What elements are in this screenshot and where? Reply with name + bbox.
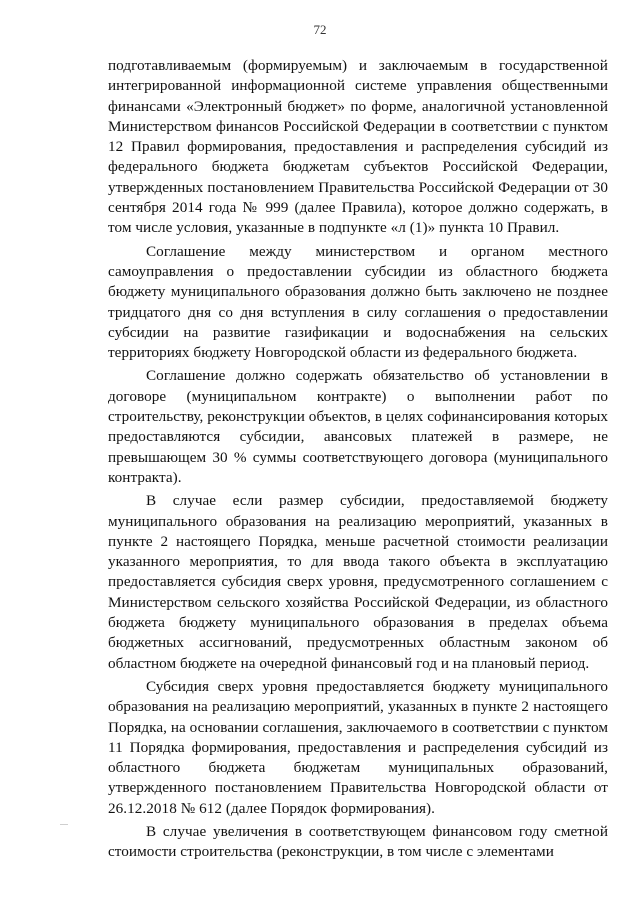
paragraph-continuation: подготавливаемым (формируемым) и заключаемым в государственной интегрированной информационной системе управления общественными финансами «Электронный бюджет» по форме, аналогичной установленной Министерством финансов Российской Федерации в соответствии с пунктом 12 Правил формирования, предоставления и распределения субсидий из федерального бюджета бюджетам субъектов Российской Федерации, утвержденных постановлением Правительства Российской Федерации от 30 сентября 2014 года № 999 (далее Правила), которое должно содержать, в том числе условия, указанные в подпункте «л (1)» пункта 10 Правил.	[108, 57, 608, 237]
paragraph-subsidy-over-level: Субсидия сверх уровня предоставляется бюджету муниципального образования на реализацию мероприятий, указанных в пункте 2 настоящего Порядка, на основании соглашения, заключаемого в соответствии с пунктом 11 Порядка формирования, предоставления и распределения субсидий из областного бюджета бюджетам муниципальных образований, утвержденного постановлением Правительства Новгородской области от 26.12.2018 № 612 (далее Порядок формирования).	[108, 677, 608, 817]
paragraph-subsidy-shortfall: В случае если размер субсидии, предоставляемой бюджету муниципального образования на реализацию мероприятий, указанных в пункте 2 настоящего Порядка, меньше расчетной стоимости реализации указанного мероприятия, то для ввода такого объекта в эксплуатацию предоставляется субсидия сверх уровня, предусмотренного соглашением с Министерством сельского хозяйства Российской Федерации, из областного бюджета бюджету муниципального образования в пределах объема бюджетных ассигнований, предусмотренных областным законом об областном бюджете на очередной финансовый год и на плановый период.	[108, 492, 608, 672]
paragraph-cost-increase: В случае увеличения в соответствующем финансовом году сметной стоимости строительства (реконструкции, в том числе с элементами	[108, 822, 608, 861]
page-number: 72	[313, 22, 327, 37]
document-body	[108, 56, 608, 863]
paragraph-advance-payments: Соглашение должно содержать обязательство об установлении в договоре (муниципальном контракте) о выполнении работ по строительству, реконструкции объектов, в целях софинансирования которых предоставляются субсидии, авансовых платежей в размере, не превышающем 30 % суммы соответствующего договора (муниципального контракта).	[108, 367, 608, 486]
paragraph-agreement-deadline: Соглашение между министерством и органом местного самоуправления о предоставлении субсидии из областного бюджета бюджету муниципального образования должно быть заключено не позднее тридцатого дня со дня вступления в силу соглашения о предоставлении субсидии на развитие газификации и водоснабжения на сельских территориях бюджету Новгородской области из федерального бюджета.	[108, 242, 608, 362]
scan-artifact	[60, 824, 68, 825]
